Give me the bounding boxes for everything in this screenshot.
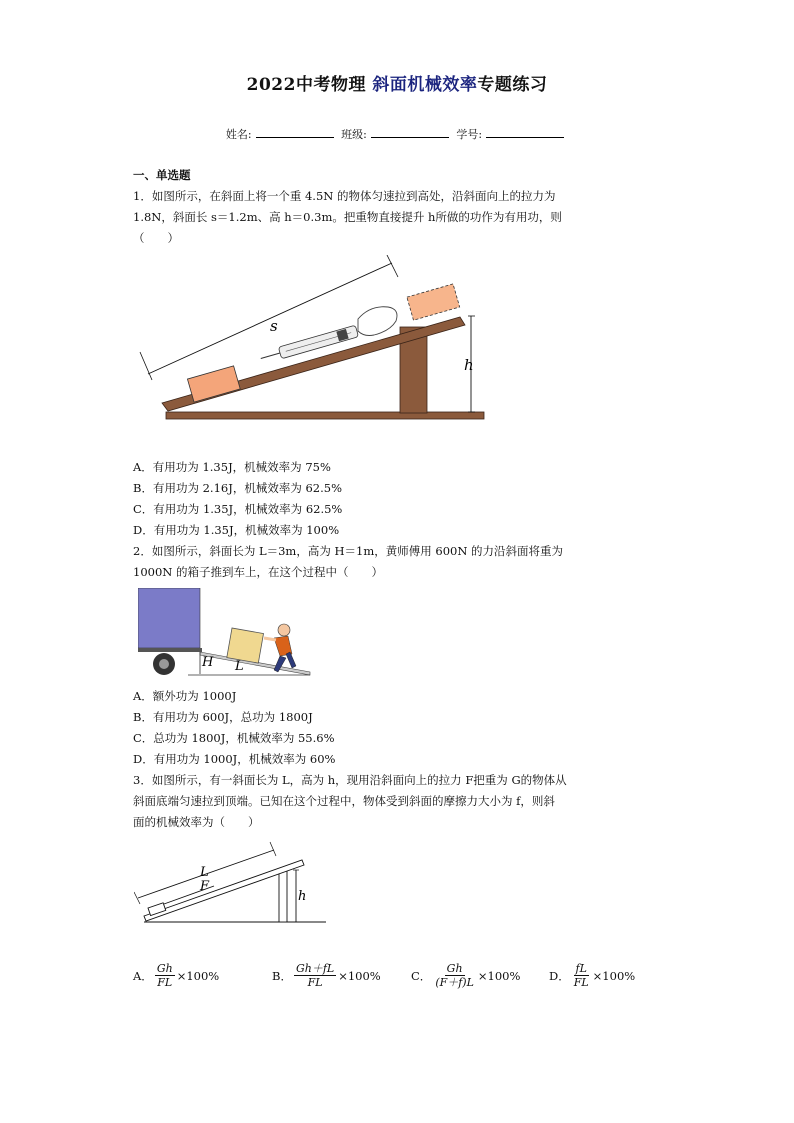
q2-option-d[interactable]: D．有用功为 1000J，机械效率为 60%: [133, 752, 336, 766]
truck-body: [138, 588, 200, 648]
q1-line3: （ ）: [133, 231, 179, 245]
q1-option-c[interactable]: C．有用功为 1.35J，机械效率为 62.5%: [133, 502, 343, 516]
q1-option-d[interactable]: D．有用功为 1.35J，机械效率为 100%: [133, 523, 340, 537]
fraction-d: $\frac{fL}{FL}$: [573, 962, 589, 989]
q3-option-d[interactable]: D． $\frac{fL}{FL}$ ×100%: [549, 962, 636, 989]
q3-option-b[interactable]: B． $\frac{Gh+fL}{FL}$ ×100%: [272, 962, 381, 989]
label-s: s: [270, 317, 278, 335]
ground-plank: [166, 412, 484, 419]
label-h: h: [298, 889, 307, 904]
class-blank[interactable]: [371, 126, 449, 138]
label-F: F: [200, 879, 210, 894]
name-blank[interactable]: [256, 126, 334, 138]
title-highlight: 斜面机械效率: [372, 75, 478, 95]
q2-option-a[interactable]: A．额外功为 1000J: [133, 689, 237, 703]
block-bottom: [187, 366, 240, 402]
box: [227, 628, 264, 663]
q1-line1: 1．如图所示，在斜面上将一个重 4.5N 的物体匀速拉到高处，沿斜面向上的拉力为: [133, 189, 556, 203]
title-prefix: 2022中考物理: [246, 75, 373, 95]
hand-illustration: [358, 307, 397, 336]
q1-option-b[interactable]: B．有用功为 2.16J，机械效率为 62.5%: [133, 481, 343, 495]
q3-line1: 3．如图所示，有一斜面长为 L，高为 h，现用沿斜面向上的拉力 F把重为 G的物体从: [133, 773, 567, 787]
q2-line2: 1000N 的箱子推到车上，在这个过程中（ ）: [133, 565, 383, 579]
q3-line2: 斜面底端匀速拉到顶端。已知在这个过程中，物体受到斜面的摩擦力大小为 f，则斜: [133, 794, 555, 808]
q2-option-b[interactable]: B．有用功为 600J，总功为 1800J: [133, 710, 313, 724]
block-top-dashed: [407, 284, 460, 320]
fraction-b: $\frac{Gh+fL}{FL}$: [295, 962, 335, 989]
student-info: [0, 126, 794, 142]
q1-incline-figure: [130, 255, 500, 425]
section-heading: 一、单选题: [133, 168, 191, 182]
q3-incline-figure: [134, 838, 334, 926]
id-label: 学号:: [456, 128, 483, 141]
fraction-c: $\frac{Gh}{(F+f)L}$: [435, 962, 474, 989]
title-suffix: 专题练习: [477, 75, 548, 95]
label-h: h: [464, 356, 474, 374]
q2-line1: 2．如图所示，斜面长为 L＝3m，高为 H＝1m，黄师傅用 600N 的力沿斜面将重为: [133, 544, 564, 558]
q2-truck-figure: [138, 588, 314, 678]
label-L: L: [200, 865, 209, 880]
q3-option-c[interactable]: C． $\frac{Gh}{(F+f)L}$ ×100%: [411, 962, 521, 989]
q1-option-a[interactable]: A．有用功为 1.35J，机械效率为 75%: [133, 460, 331, 474]
q3-line3: 面的机械效率为（ ）: [133, 815, 260, 829]
name-label: 姓名:: [225, 128, 252, 141]
q1-line2: 1.8N，斜面长 s＝1.2m、高 h＝0.3m。把重物直接提升 h所做的功作为有用功，则: [133, 210, 562, 224]
class-label: 班级:: [341, 128, 367, 141]
q3-option-a[interactable]: A． $\frac{Gh}{FL}$ ×100%: [133, 962, 220, 989]
label-L: L: [235, 659, 244, 674]
label-H: H: [202, 655, 214, 670]
fraction-a: $\frac{Gh}{FL}$: [156, 962, 173, 989]
id-blank[interactable]: [486, 126, 564, 138]
page-title: [0, 70, 794, 95]
q2-option-c[interactable]: C．总功为 1800J，机械效率为 55.6%: [133, 731, 335, 745]
support-post: [279, 870, 287, 922]
